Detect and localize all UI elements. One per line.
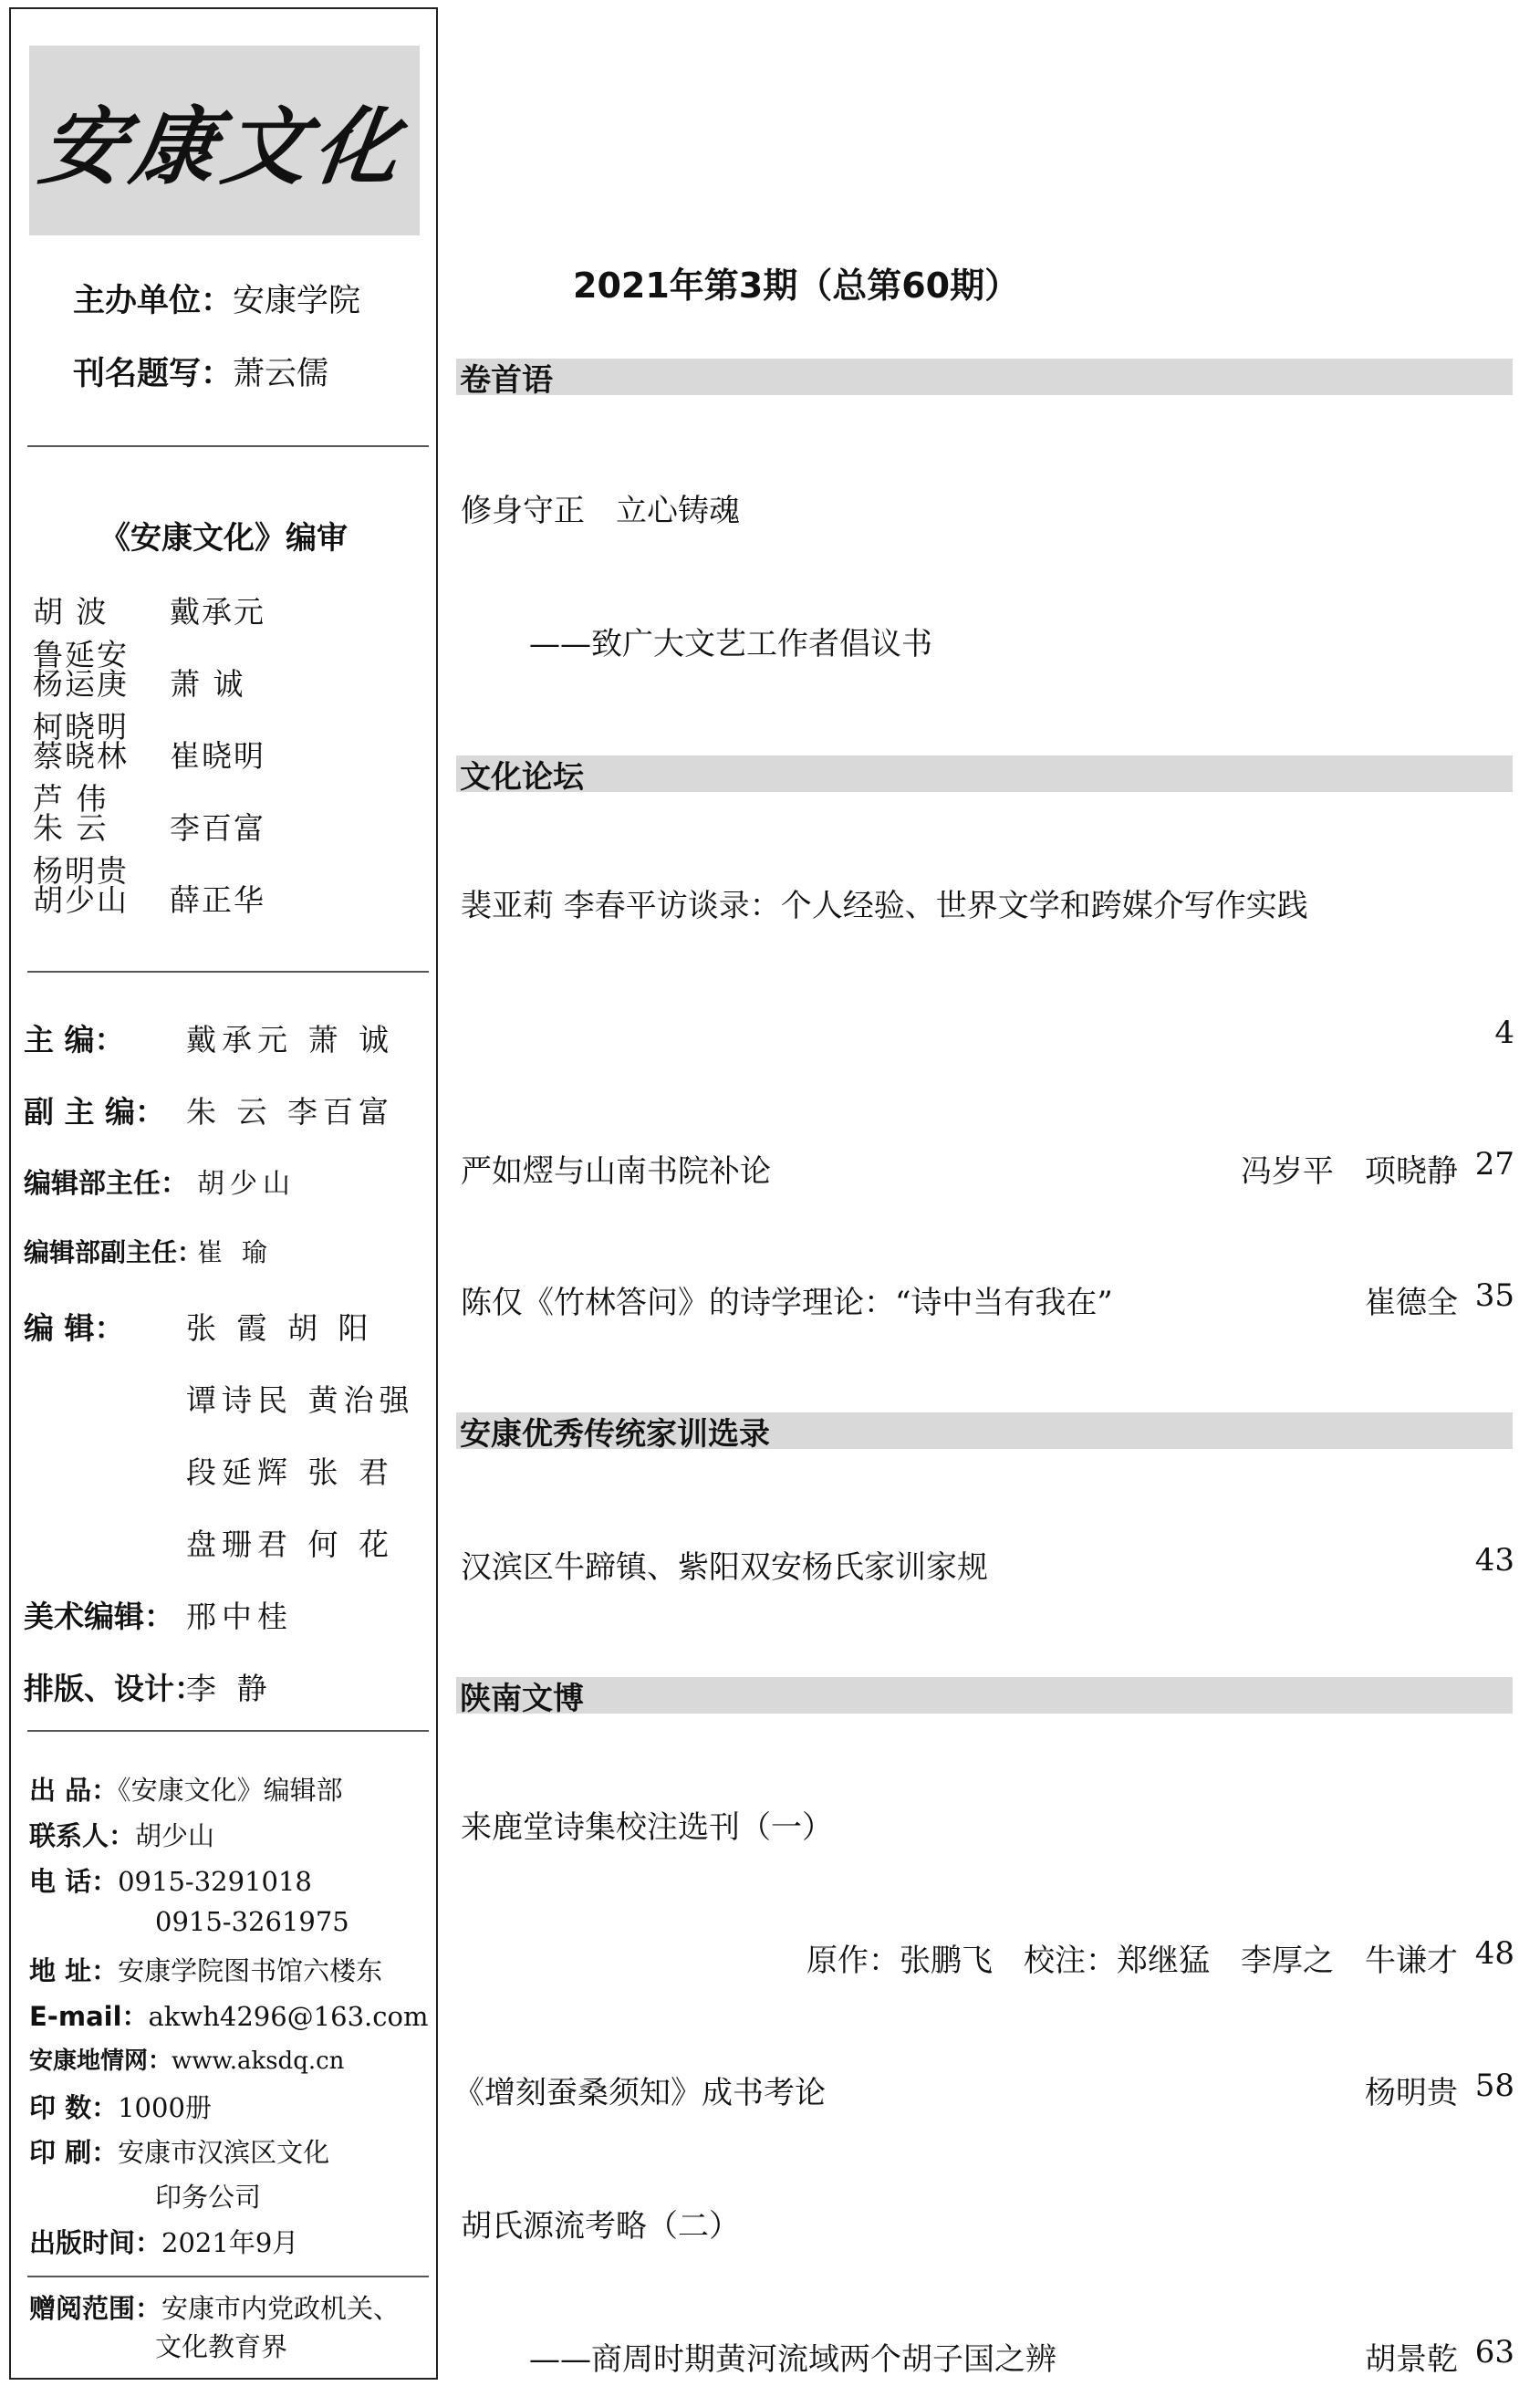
staff-row — [24, 1305, 373, 1348]
info-row — [29, 2132, 329, 2170]
issue-number: 2021年第3期（总第60期） — [573, 266, 1020, 306]
info-row — [155, 2177, 261, 2214]
toc-entry-title[interactable]: 汉滨区牛蹄镇、紫阳双安杨氏家训家规 — [461, 1549, 988, 1586]
toc-page-number: 58 — [1474, 2068, 1514, 2104]
staff-label: 编 辑： — [24, 1310, 125, 1346]
info-value: akwh4296@163.com — [148, 2001, 429, 2032]
toc-page-number: 35 — [1474, 1277, 1514, 1314]
info-row — [29, 1951, 382, 1988]
board-member: 萧 诚 — [170, 666, 245, 702]
staff-row — [24, 1377, 415, 1420]
info-row — [29, 1816, 214, 1853]
toc-entry-subtitle: ——商周时期黄河流域两个胡子国之辨 — [529, 2341, 1056, 2378]
calligraphy-value: 萧云儒 — [233, 356, 329, 392]
staff-row — [24, 1016, 394, 1059]
section-title: 安康优秀传统家训选录 — [460, 1416, 770, 1453]
info-label: 电 话： — [29, 1866, 119, 1897]
logo-calligraphy: 安康文化 — [34, 98, 413, 196]
info-value: www.aksdq.cn — [172, 2047, 345, 2075]
divider — [27, 971, 429, 973]
sponsor-label: 主办单位： — [73, 283, 234, 319]
toc-entry-title[interactable]: 《增刻蚕桑须知》成书考论 — [453, 2075, 826, 2111]
toc-page-number: 43 — [1474, 1542, 1514, 1579]
info-label: 出 品： — [29, 1775, 119, 1806]
masthead-sidebar — [9, 7, 438, 2380]
toc-author: 胡景乾 — [1365, 2341, 1458, 2378]
board-member: 胡 波 — [33, 594, 109, 630]
toc-author: 冯岁平 项晓静 — [1241, 1153, 1458, 1190]
staff-label: 排版、设计： — [24, 1671, 204, 1706]
info-label: 地 址： — [29, 1955, 119, 1986]
staff-row — [24, 1089, 394, 1131]
board-member: 杨明贵 — [33, 853, 129, 889]
info-value: 印务公司 — [155, 2182, 262, 2213]
toc-entry-title[interactable]: 陈仅《竹林答问》的诗学理论：“诗中当有我在” — [461, 1285, 1113, 1321]
section-title: 文化论坛 — [460, 759, 584, 796]
info-row — [29, 2288, 400, 2326]
toc-entry-title[interactable]: 修身守正 立心铸魂 — [461, 493, 740, 529]
calligraphy-label: 刊名题写： — [73, 356, 234, 392]
section-header-museum — [456, 1677, 1513, 1717]
staff-label: 编辑部副主任： — [24, 1237, 203, 1267]
info-label: 印 刷： — [29, 2137, 119, 2168]
staff-value: 盘珊君 何 花 — [186, 1526, 394, 1562]
staff-row — [24, 1665, 273, 1708]
toc-author: 杨明贵 — [1365, 2075, 1458, 2111]
toc-author: 崔德全 — [1365, 1285, 1458, 1321]
info-row — [155, 1906, 349, 1938]
sponsor-value: 安康学院 — [233, 283, 361, 319]
staff-label: 主 编： — [24, 1022, 125, 1058]
staff-row — [24, 1449, 394, 1492]
toc-entry-title[interactable]: 严如熤与山南书院补论 — [461, 1153, 771, 1190]
toc-page-number: 27 — [1474, 1146, 1514, 1183]
info-row — [29, 1770, 343, 1808]
info-value: 安康市汉滨区文化 — [118, 2137, 330, 2168]
info-row — [29, 2042, 344, 2076]
info-row — [155, 2327, 287, 2364]
section-title: 陕南文博 — [460, 1681, 584, 1717]
board-member: 朱 云 — [33, 810, 109, 846]
divider — [27, 445, 429, 447]
staff-row — [24, 1233, 273, 1269]
toc-entry-subtitle: ——致广大文艺工作者倡议书 — [529, 626, 932, 662]
section-header-forum — [456, 755, 1513, 796]
divider — [27, 2276, 429, 2277]
info-label: 赠阅范围： — [29, 2293, 162, 2324]
info-label: E-mail： — [29, 2001, 149, 2032]
toc-author: 原作：张鹏飞 校注：郑继猛 李厚之 牛谦才 — [806, 1943, 1458, 1979]
info-value: 文化教育界 — [155, 2331, 288, 2362]
board-member: 蔡晓林 — [33, 738, 129, 774]
info-label: 安康地情网： — [29, 2047, 172, 2075]
info-value: 0915-3291018 — [118, 1866, 312, 1897]
staff-value: 崔 瑜 — [197, 1237, 273, 1267]
info-value: 胡少山 — [135, 1820, 215, 1851]
info-label: 出版时间： — [29, 2227, 162, 2258]
info-label: 印 数： — [29, 2092, 119, 2123]
staff-label: 编辑部主任： — [24, 1168, 188, 1200]
staff-value: 张 霞 胡 阳 — [186, 1310, 374, 1346]
staff-value: 段延辉 张 君 — [186, 1454, 394, 1490]
info-value: 安康市内党政机关、 — [161, 2293, 401, 2324]
staff-value: 朱 云 李百富 — [186, 1094, 394, 1130]
staff-row — [24, 1161, 296, 1201]
staff-row — [24, 1593, 293, 1636]
calligraphy-line — [73, 349, 328, 394]
toc-entry-title[interactable]: 裴亚莉 李春平访谈录：个人经验、世界文学和跨媒介写作实践 — [461, 888, 1308, 924]
toc-page-number: 63 — [1474, 2334, 1514, 2370]
info-value: 0915-3261975 — [155, 1906, 349, 1937]
info-value: 2021年9月 — [161, 2227, 299, 2258]
staff-value: 戴承元 萧 诚 — [186, 1022, 394, 1058]
staff-value: 胡少山 — [197, 1168, 296, 1200]
board-member: 崔晓明 — [170, 738, 265, 774]
info-value: 1000册 — [118, 2092, 212, 2123]
staff-value: 谭诗民 黄治强 — [186, 1382, 415, 1418]
board-member: 胡少山 — [33, 882, 129, 918]
divider — [27, 1730, 429, 1732]
board-member: 李百富 — [170, 810, 265, 846]
journal-logo — [29, 46, 420, 235]
staff-value: 邢中桂 — [186, 1599, 293, 1634]
info-value: 《安康文化》编辑部 — [118, 1775, 343, 1806]
toc-page-number: 4 — [1494, 1015, 1514, 1051]
info-label: 联系人： — [29, 1820, 136, 1851]
toc-entry-title[interactable]: 胡氏源流考略（二） — [461, 2208, 740, 2245]
board-member: 鲁延安 — [33, 637, 129, 672]
staff-label: 美术编辑： — [24, 1599, 174, 1634]
info-row — [29, 1996, 428, 2034]
staff-label: 副 主 编： — [24, 1094, 165, 1130]
board-member: 柯晓明 — [33, 709, 129, 745]
board-member: 薛正华 — [170, 882, 265, 918]
board-member: 芦 伟 — [33, 781, 109, 817]
section-header-family — [456, 1412, 1513, 1453]
board-member: 杨运庚 — [33, 666, 129, 702]
board-row — [33, 877, 436, 955]
info-row — [29, 2088, 212, 2125]
staff-value: 李 静 — [186, 1671, 273, 1706]
toc-entry-title[interactable]: 来鹿堂诗集校注选刊（一） — [461, 1809, 833, 1846]
section-header-preface — [456, 359, 1513, 399]
board-member: 戴承元 — [170, 594, 265, 630]
info-value: 安康学院图书馆六楼东 — [118, 1955, 383, 1986]
info-row — [29, 1861, 312, 1899]
sponsor-line — [73, 276, 360, 321]
info-row — [29, 2223, 298, 2260]
section-title: 卷首语 — [460, 362, 553, 399]
toc-page-number: 48 — [1474, 1935, 1514, 1972]
staff-row — [24, 1521, 394, 1564]
editorial-board-title: 《安康文化》编审 — [99, 520, 348, 557]
